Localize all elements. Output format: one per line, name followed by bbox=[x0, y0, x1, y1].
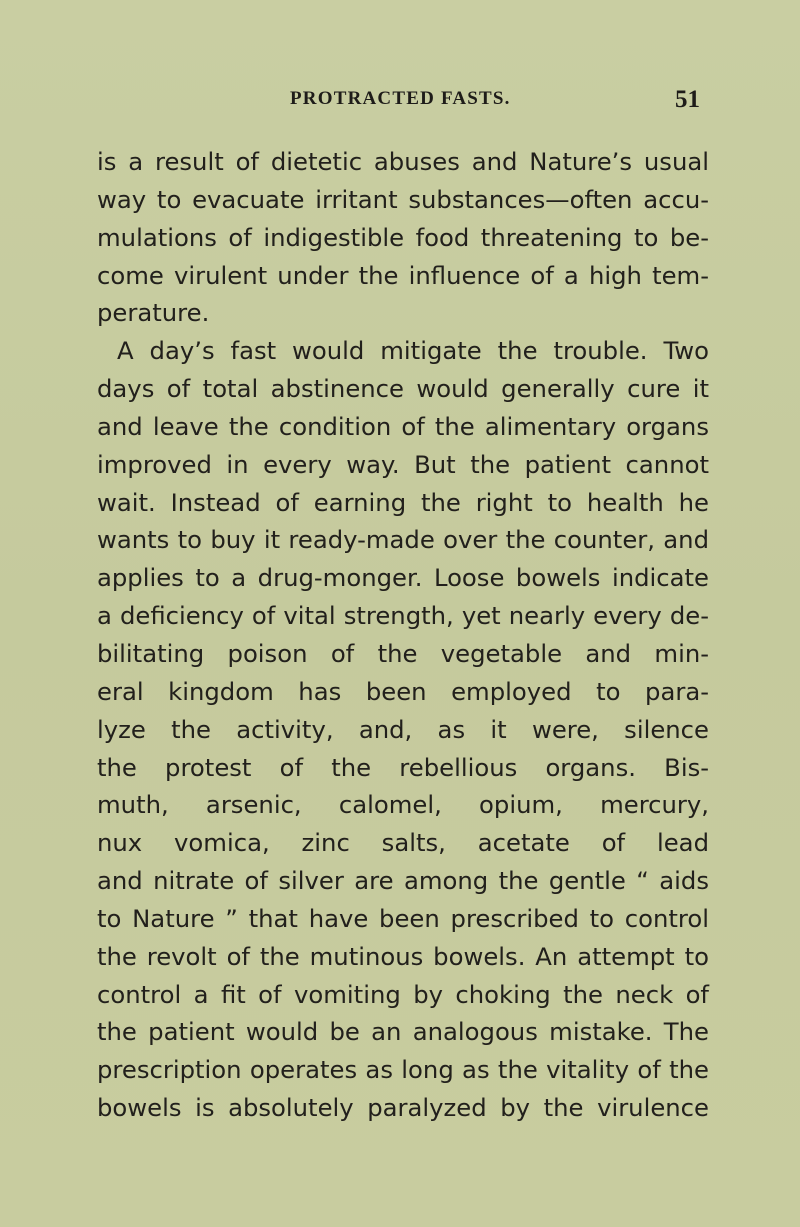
text-line: and leave the condition of the alimentary organs bbox=[97, 411, 709, 441]
text-line: bowels is absolutely paralyzed by the virulence bbox=[97, 1093, 709, 1123]
text-line: mulations of indigestible food threatening to be- bbox=[97, 222, 709, 252]
text-line: perature. bbox=[97, 298, 210, 328]
text-line: to Nature ” that have been prescribed to control bbox=[97, 903, 709, 933]
text-line: way to evacuate irritant substances—often accu- bbox=[97, 184, 709, 214]
text-line: nux vomica, zinc salts, acetate of lead bbox=[97, 828, 709, 858]
text-line: is a result of dietetic abuses and Nature’s usual bbox=[97, 147, 709, 176]
text-line: the revolt of the mutinous bowels. An attempt to bbox=[97, 941, 709, 971]
running-head bbox=[0, 88, 800, 118]
text-line: improved in every way. But the patient cannot bbox=[97, 449, 709, 479]
text-line: applies to a drug-monger. Loose bowels indicate bbox=[97, 563, 709, 593]
text-line: lyze the activity, and, as it were, silence bbox=[97, 714, 709, 744]
text-line: control a fit of vomiting by choking the neck of bbox=[97, 979, 709, 1009]
text-line: bilitating poison of the vegetable and min- bbox=[97, 638, 709, 668]
text-line: eral kingdom has been employed to para- bbox=[97, 676, 709, 706]
text-line: days of total abstinence would generally cure it bbox=[97, 374, 709, 404]
running-title: PROTRACTED FASTS. bbox=[290, 88, 511, 109]
text-line: prescription operates as long as the vitality of the bbox=[97, 1055, 709, 1085]
text-line: wait. Instead of earning the right to health he bbox=[97, 487, 709, 517]
text-line: and nitrate of silver are among the gentle “ aids bbox=[97, 866, 709, 896]
text-line: a deficiency of vital strength, yet nearly every de- bbox=[97, 601, 709, 631]
text-line: muth, arsenic, calomel, opium, mercury, bbox=[97, 790, 709, 820]
body-text bbox=[97, 143, 709, 1127]
text-line: wants to buy it ready-made over the counter, and bbox=[97, 525, 709, 555]
page-number: 51 bbox=[675, 86, 700, 113]
text-line: the protest of the rebellious organs. Bis- bbox=[97, 752, 709, 782]
text-line: come virulent under the influence of a high tem- bbox=[97, 260, 709, 290]
paragraph-start-line: A day’s fast would mitigate the trouble. Two bbox=[117, 336, 709, 366]
text-line: the patient would be an analogous mistake. The bbox=[97, 1017, 709, 1047]
